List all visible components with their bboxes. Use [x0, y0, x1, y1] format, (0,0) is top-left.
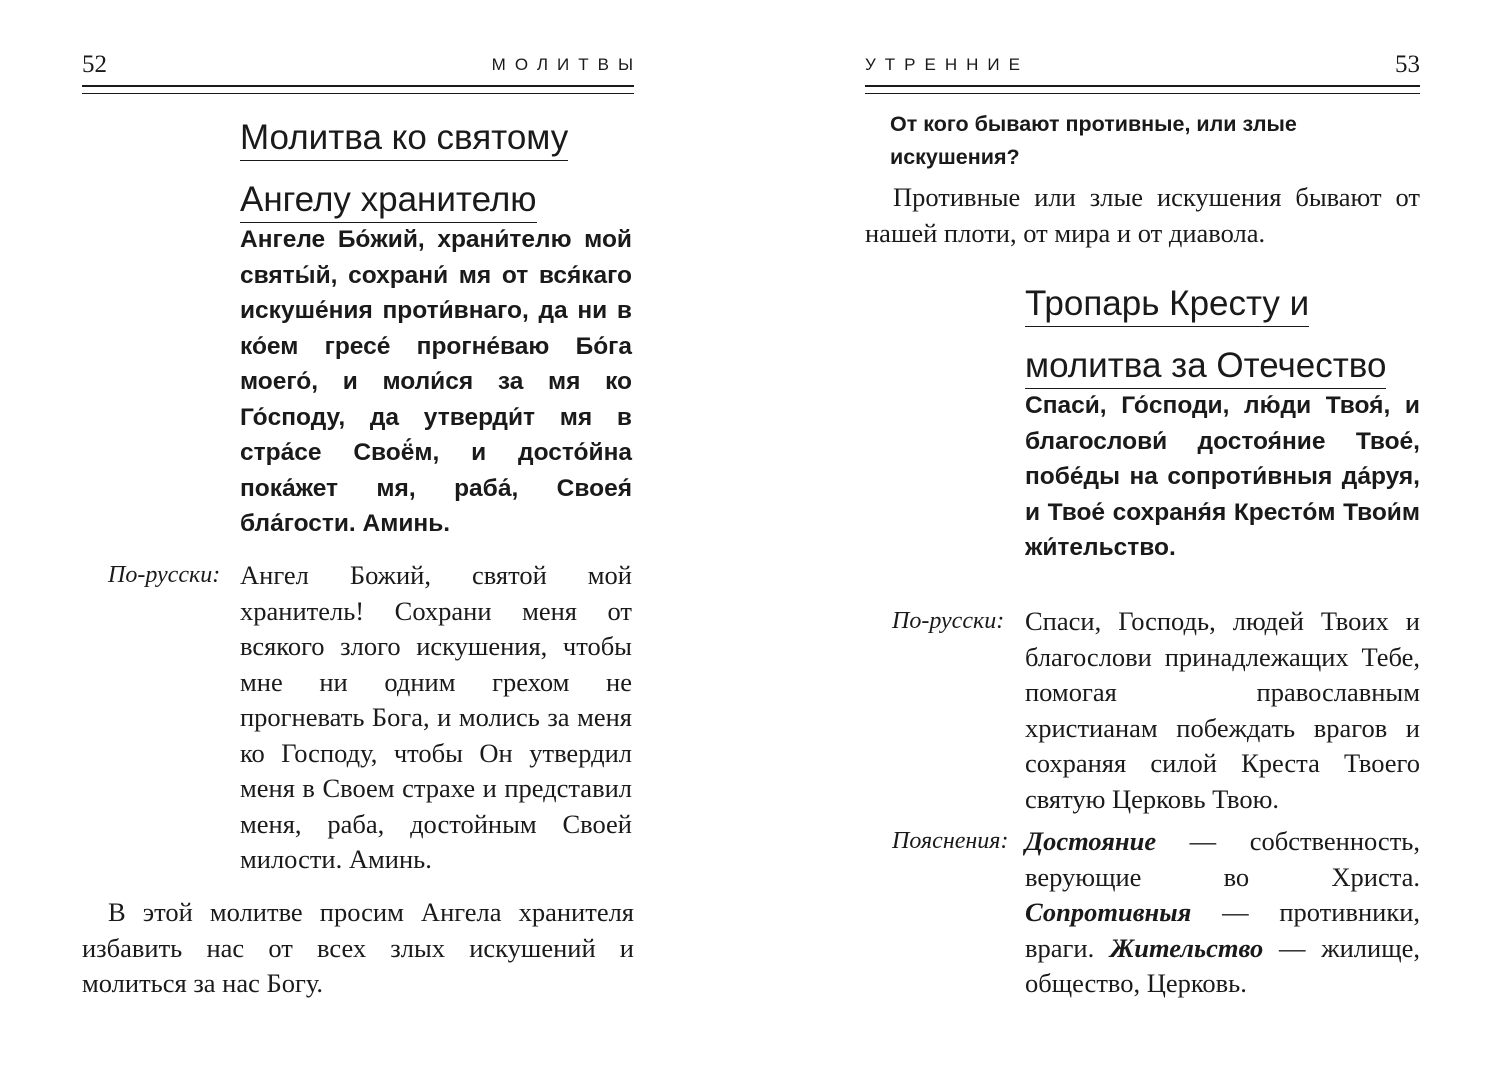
notes-label: Пояснения: — [892, 828, 1009, 854]
header-rule — [865, 85, 1420, 94]
section-title: УТРЕННИЕ — [865, 55, 1029, 74]
page-number: 53 — [1395, 51, 1420, 78]
glossary-term: Жительство — [1109, 932, 1264, 963]
header-rule — [82, 85, 634, 94]
heading-line: Молитва ко святому — [240, 116, 568, 161]
glossary-definition: — жилище, общество, Церковь. — [1025, 932, 1420, 998]
running-head — [82, 48, 642, 82]
slavonic-prayer-text: Ангеле Бо́жий, храни́телю мой святы́й, сохрани́ мя от вся́каго искуше́ния проти́внаго, да ни в ко́ем гресе́ прогне́ваю Бо́га моего́, и моли́ся за мя ко Го́споду, да утверди́т мя в стра́се Своё́м, и досто́йна пока́жет мя, раба́, Своея́ бла́гости. Аминь. — [240, 226, 632, 537]
heading-line: Тропарь Кресту и — [1025, 282, 1309, 327]
closing-paragraph: В этой молитве просим Ангела хранителя избавить нас от всех злых искушений и молиться за нас Богу. — [82, 897, 634, 998]
explanations-text — [1025, 824, 1420, 1002]
answer-paragraph: Противные или злые искушения бывают от нашей плоти, от мира и от диавола. — [865, 182, 1420, 248]
glossary-term: Сопротивныя — [1025, 897, 1192, 927]
slavonic-troparion-text: Спаси́, Го́споди, лю́ди Твоя́, и благослови́ достоя́ние Твое́, побе́ды на сопроти́вныя да́руя, и Твое́ сохраня́я Кресто́м Твои́м жи́тельство. — [1025, 392, 1420, 561]
russian-label: По-русски: — [108, 562, 221, 588]
heading-line: Ангелу хранителю — [240, 178, 537, 223]
russian-translation-text: Ангел Божий, святой мой хранитель! Сохрани меня от всякого злого искушения, чтобы мне ни одним грехом не прогневать Бога, и молись за меня ко Господу, чтобы Он утвердил меня в Своем страхе и представил меня, раба, достойным Своей милости. Аминь. — [240, 560, 632, 874]
russian-label: По-русски: — [892, 608, 1005, 634]
page-number: 52 — [82, 51, 107, 78]
section-title: МОЛИТВЫ — [491, 55, 642, 74]
glossary-definition: — противники, враги. — [1025, 897, 1420, 963]
running-head — [865, 48, 1420, 82]
glossary-definition: — собственность, верующие во Христа. — [1025, 826, 1420, 892]
right-page — [750, 0, 1500, 1080]
russian-translation-text: Спаси, Господь, людей Твоих и благослови принадлежащих Тебе, помогая православным христианам побеждать врагов и сохраняя силой Креста Твоего святую Церковь Твою. — [1025, 606, 1420, 814]
question-text: От кого бывают противные, или злые искушения? — [890, 112, 1297, 169]
troparion-heading — [1025, 276, 1425, 400]
glossary-term: Достояние — [1025, 826, 1157, 856]
heading-line: молитва за Отечество — [1025, 344, 1386, 389]
prayer-heading — [240, 110, 640, 234]
